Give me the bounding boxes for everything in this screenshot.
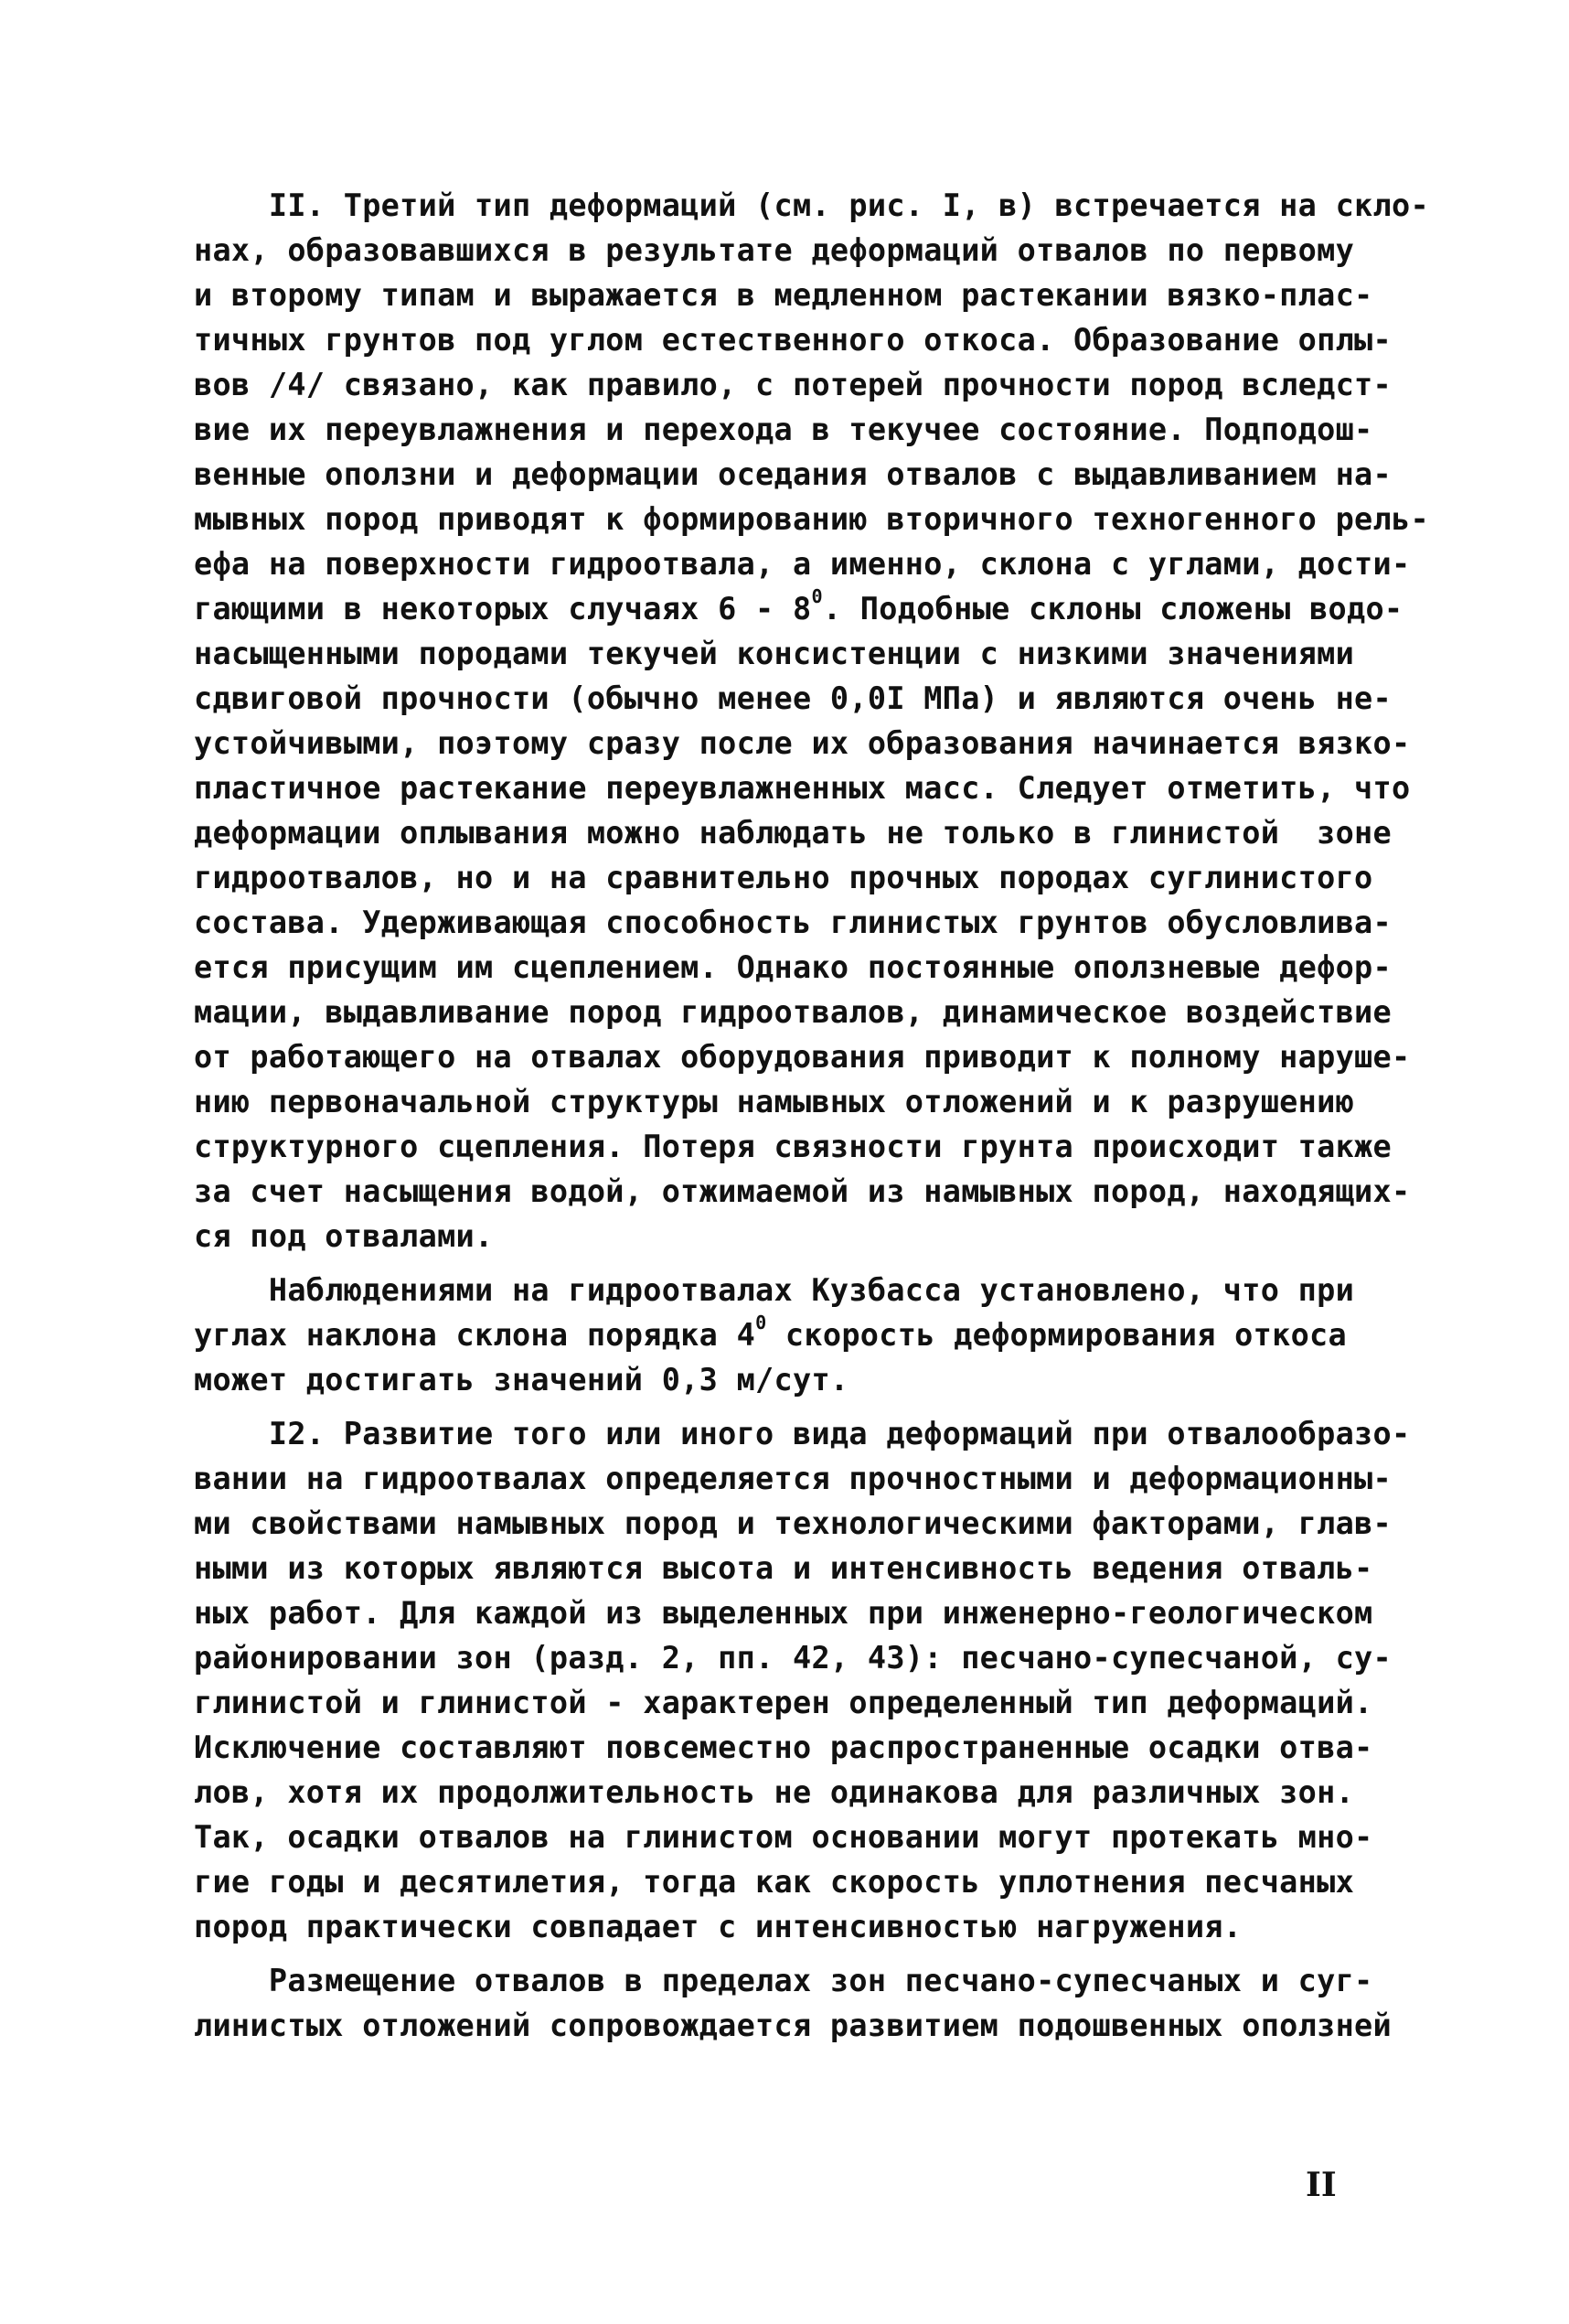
text-line	[194, 586, 1410, 631]
degree-superscript: 0	[755, 1311, 767, 1333]
text-line: сдвиговой прочности (обычно менее 0,0I МПа) и являются очень не-	[194, 680, 1392, 716]
text-line-tail: скорость деформирования откоса	[766, 1317, 1347, 1353]
text-line: лов, хотя их продолжительность не одинакова для различных зон.	[194, 1774, 1355, 1810]
text-line: ми свойствами намывных пород и технологическими факторами, глав-	[194, 1505, 1392, 1541]
text-line: вании на гидроотвалах определяется прочностными и деформационны-	[194, 1461, 1392, 1496]
text-line: ся под отвалами.	[194, 1218, 494, 1254]
text-line: I2. Развитие того или иного вида деформаций при отвалообразо-	[194, 1416, 1411, 1451]
text-line: деформации оплывания можно наблюдать не только в глинистой зоне	[194, 815, 1392, 851]
degree-superscript: 0	[811, 584, 823, 607]
text-line: районировании зон (разд. 2, пп. 42, 43): песчано-супесчаной, су-	[194, 1640, 1392, 1676]
text-line: вие их переувлажнения и перехода в текучее состояние. Подподош-	[194, 412, 1373, 447]
text-line: венные оползни и деформации оседания отвалов с выдавливанием на-	[194, 456, 1392, 492]
text-line: Размещение отвалов в пределах зон песчано-супесчаных и суг-	[194, 1963, 1373, 1998]
paragraph-12	[194, 1411, 1410, 1949]
text-line: за счет насыщения водой, отжимаемой из намывных пород, находящих-	[194, 1173, 1411, 1209]
text-line: Так, осадки отвалов на глинистом основании могут протекать мно-	[194, 1819, 1373, 1855]
paragraph-gap	[194, 1402, 1410, 1411]
text-line: нах, образовавшихся в результате деформаций отвалов по первому	[194, 232, 1355, 268]
text-line: устойчивыми, поэтому сразу после их образования начинается вязко-	[194, 725, 1411, 761]
text-line: нию первоначальной структуры намывных отложений и к разрушению	[194, 1084, 1355, 1119]
text-line: Наблюдениями на гидроотвалах Кузбасса установлено, что при	[194, 1272, 1355, 1308]
text-line: ных работ. Для каждой из выделенных при инженерно-геологическом	[194, 1595, 1373, 1631]
text-line: II. Третий тип деформаций (см. рис. I, в) встречается на скло-	[194, 187, 1429, 223]
text-line: структурного сцепления. Потеря связности грунта происходит также	[194, 1129, 1392, 1164]
text-line: ефа на поверхности гидроотвала, а именно, склона с углами, дости-	[194, 546, 1411, 582]
paragraph-11	[194, 183, 1429, 1258]
text-line	[194, 1312, 1410, 1357]
text-line: насыщенными породами текучей консистенции с низкими значениями	[194, 636, 1355, 671]
paragraph-gap	[194, 1949, 1410, 1958]
text-line: Исключение составляют повсеместно распространенные осадки отва-	[194, 1730, 1373, 1765]
text-line: и второму типам и выражается в медленном растекании вязко-плас-	[194, 277, 1373, 313]
text-line: ными из которых являются высота и интенсивность ведения отваль-	[194, 1550, 1373, 1586]
text-line: вов /4/ связано, как правило, с потерей прочности пород вследст-	[194, 367, 1392, 402]
text-line: тичных грунтов под углом естественного откоса. Образование оплы-	[194, 322, 1392, 358]
text-line: линистых отложений сопровождается развитием подошвенных оползней	[194, 2008, 1392, 2043]
text-line: мации, выдавливание пород гидроотвалов, динамическое воздействие	[194, 994, 1392, 1030]
text-line-head: гающими в некоторых случаях 6 - 8	[194, 591, 812, 627]
text-line: ется присущим им сцеплением. Однако постоянные оползневые дефор-	[194, 949, 1392, 985]
text-line: пластичное растекание переувлажненных масс. Следует отметить, что	[194, 770, 1411, 806]
text-line: пород практически совпадает с интенсивностью нагружения.	[194, 1909, 1243, 1944]
text-line-head: углах наклона склона порядка 4	[194, 1317, 756, 1353]
text-line: гидроотвалов, но и на сравнительно прочных породах суглинистого	[194, 860, 1373, 895]
page-number: II	[1306, 2166, 1337, 2204]
paragraph-gap	[194, 1258, 1410, 1268]
text-line: гие годы и десятилетия, тогда как скорость уплотнения песчаных	[194, 1864, 1355, 1900]
paragraph-placement	[194, 1958, 1410, 2048]
text-line: может достигать значений 0,3 м/сут.	[194, 1362, 849, 1398]
paragraph-observations	[194, 1268, 1410, 1402]
text-line: глинистой и глинистой - характерен определенный тип деформаций.	[194, 1685, 1373, 1720]
text-line: состава. Удерживающая способность глинистых грунтов обусловлива-	[194, 905, 1392, 940]
text-line: мывных пород приводят к формированию вторичного техногенного рель-	[194, 501, 1429, 537]
text-line: от работающего на отвалах оборудования приводит к полному наруше-	[194, 1039, 1411, 1075]
text-line-tail: . Подобные склоны сложены водо-	[822, 591, 1404, 627]
body-text	[194, 183, 1429, 2048]
